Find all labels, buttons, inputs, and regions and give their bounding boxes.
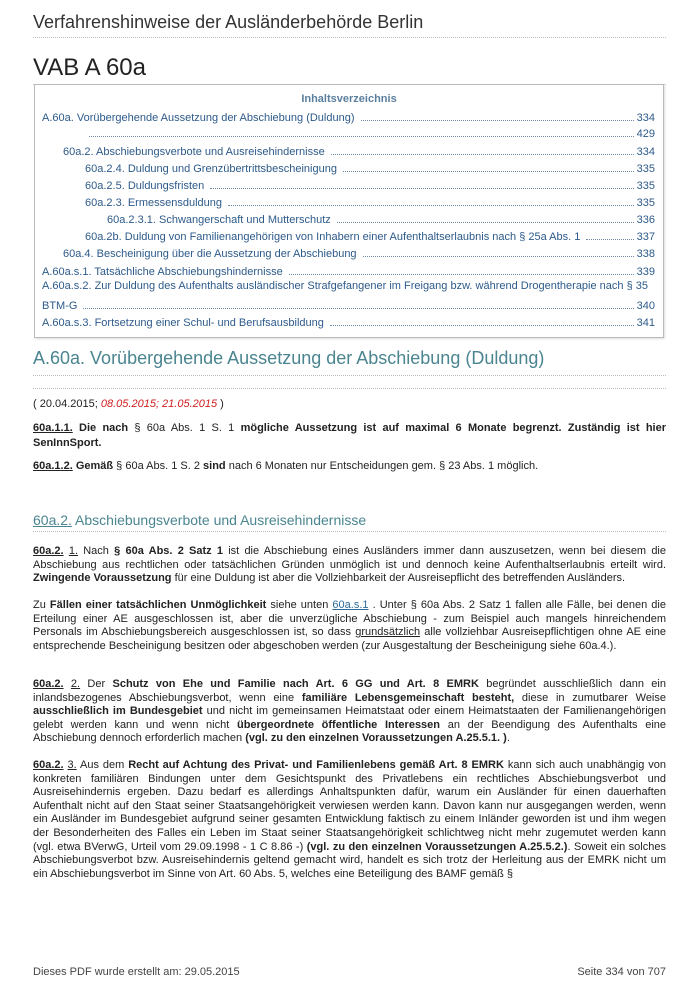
section-heading: 60a.2. Abschiebungsverbote und Ausreisehindernisse [33, 512, 367, 528]
toc-item[interactable]: BTM-G 340 [42, 300, 655, 312]
toc-item[interactable]: 60a.4. Bescheinigung über die Aussetzung der Abschiebung 338 [63, 248, 655, 260]
paragraph: 60a.1.2. Gemäß § 60a Abs. 1 S. 2 sind nach 6 Monaten nur Entscheidungen gem. § 23 Abs. 1 möglich. [33, 460, 539, 472]
header-title: Verfahrenshinweise der Ausländerbehörde Berlin [33, 12, 424, 32]
toc-item[interactable]: 60a.2. Abschiebungsverbote und Ausreisehindernisse 334 [63, 146, 655, 158]
paragraph: 60a.2. 1. Nach § 60a Abs. 2 Satz 1 ist die Abschiebung eines Ausländers immer dann auszusetzen, wenn bei diesem die Abschiebung aus rechtlichen oder tatsächlichen Gründen unmöglich ist und dennoch keine Aufenthaltserlaubnis erteilt wird. Zwingende Voraussetzung für eine Duldung ist aber die Vollziehbarkeit der Ausreisepflicht des betreffenden Ausländers. [33, 545, 666, 585]
section-heading: A.60a. Vorübergehende Aussetzung der Abschiebung (Duldung) [33, 348, 545, 368]
header-divider [33, 37, 666, 38]
paragraph: 60a.1.1. Die nach § 60a Abs. 1 S. 1 mögliche Aussetzung ist auf maximal 6 Monate begrenzt. Zuständig ist hier SenInnSport. [33, 422, 667, 449]
toc-title: Inhaltsverzeichnis [301, 93, 397, 105]
paragraph: Zu Fällen einer tatsächlichen Unmöglichkeit siehe unten 60a.s.1 . Unter § 60a Abs. 2 Satz 1 fallen alle Fälle, bei denen die Erteilung einer AE ausgeschlossen ist, aber die unverzügliche Abschiebung - zum Beispiel auch mangels hinreichendem Personals im Abschiebungsbereich ausgeschlossen ist, so dass grundsätzlich alle vollziehbar Ausreisepflichtigen ohne AE eine entsprechende Bescheinigung besitzen oder abgeschoben werden (zur Ausgestaltung der Bescheinigung siehe 60a.4.). [33, 599, 666, 652]
toc-item[interactable]: 60a.2.4. Duldung und Grenzübertrittsbescheinigung 335 [85, 163, 655, 175]
section-divider [33, 531, 666, 532]
table-of-contents [34, 84, 664, 338]
toc-item[interactable]: 60a.2.3.1. Schwangerschaft und Mutterschutz 336 [107, 214, 655, 226]
toc-item[interactable]: A.60a. Vorübergehende Aussetzung der Abschiebung (Duldung) 334 [42, 112, 655, 124]
paragraph: 60a.2. 2. Der Schutz von Ehe und Familie nach Art. 6 GG und Art. 8 EMRK begründet ausschließlich dann ein inlandsbezogenes Abschiebungsverbot, wenn eine familiäre Lebensgemeinschaft besteht, diese in zumutbarer Weise ausschließlich im Bundesgebiet und nicht im gemeinsamen Heimatstaat oder einem Heimatstaaten der Familienangehörigen gelebt werden kann und wenn nicht übergeordnete öffentliche Interessen an der Beendigung des Aufenthalts eine Abschiebung dennoch erforderlich machen (vgl. zu den einzelnen Voraussetzungen A.25.5.1. ). [33, 678, 667, 745]
toc-item[interactable]: 60a.2b. Duldung von Familienangehörigen von Inhabern einer Aufenthaltserlaubnis nach § 25a Abs. 1 337 [85, 231, 655, 243]
toc-item[interactable]: 429 [83, 126, 655, 140]
section-link[interactable]: 60a.s.1 [332, 599, 369, 611]
section-divider [33, 388, 666, 389]
toc-item[interactable]: A.60a.s.1. Tatsächliche Abschiebungshindernisse 339 [42, 266, 655, 278]
toc-item[interactable]: A.60a.s.3. Fortsetzung einer Schul- und Berufsausbildung 341 [42, 317, 655, 329]
footer-page-number: Seite 334 von 707 [577, 966, 666, 978]
toc-item[interactable]: A.60a.s.2. Zur Duldung des Aufenthalts ausländischer Strafgefangener im Freigang bzw. während Drogentherapie nach § 35 [42, 280, 648, 292]
toc-item[interactable]: 60a.2.5. Duldungsfristen 335 [85, 180, 655, 192]
revision-dates: ( 20.04.2015; 08.05.2015; 21.05.2015 ) [33, 398, 224, 410]
toc-item[interactable]: 60a.2.3. Ermessensduldung 335 [85, 197, 655, 209]
section-divider [33, 375, 666, 376]
paragraph: 60a.2. 3. Aus dem Recht auf Achtung des Privat- und Familienlebens gemäß Art. 8 EMRK kann sich auch unabhängig von konkreten familiären Bindungen unter dem Gesichtspunkt des Privatlebens ein rechtliches Abschiebungsverbot und Ausreisehindernis ergeben. Dazu bedarf es allerdings Anhaltspunkten dafür, warum ein Ausländer für einen dauerhaften Aufenthalt nicht auf den Staat seiner Staatsangehörigkeit verwiesen werden kann. Davon kann nur ausgegangen werden, wenn ein Ausländer im Bundesgebiet aufgrund seiner gesamten Entwicklung faktisch zu einem Inländer geworden ist und ihm wegen der Besonderheiten des Falles ein Leben im Staat seiner Staatsangehörigkeit schlichtweg nicht mehr zugemutet werden kann (vgl. etwa BVerwG, Urteil vom 29.09.1998 - 1 C 8.86 -) (vgl. zu den einzelnen Voraussetzungen A.25.5.2.). Soweit ein solches Abschiebungsverbot bzw. Ausreisehindernis geltend gemacht wird, handelt es sich trotz der Herleitung aus der EMRK nicht um ein Abschiebungsverbot im Sinne von Art. 60 Abs. 5, welches eine Beteiligung des BAMF gemäß § [33, 759, 666, 880]
document-title: VAB A 60a [33, 54, 146, 81]
footer-created-date: Dieses PDF wurde erstellt am: 29.05.2015 [33, 966, 240, 978]
